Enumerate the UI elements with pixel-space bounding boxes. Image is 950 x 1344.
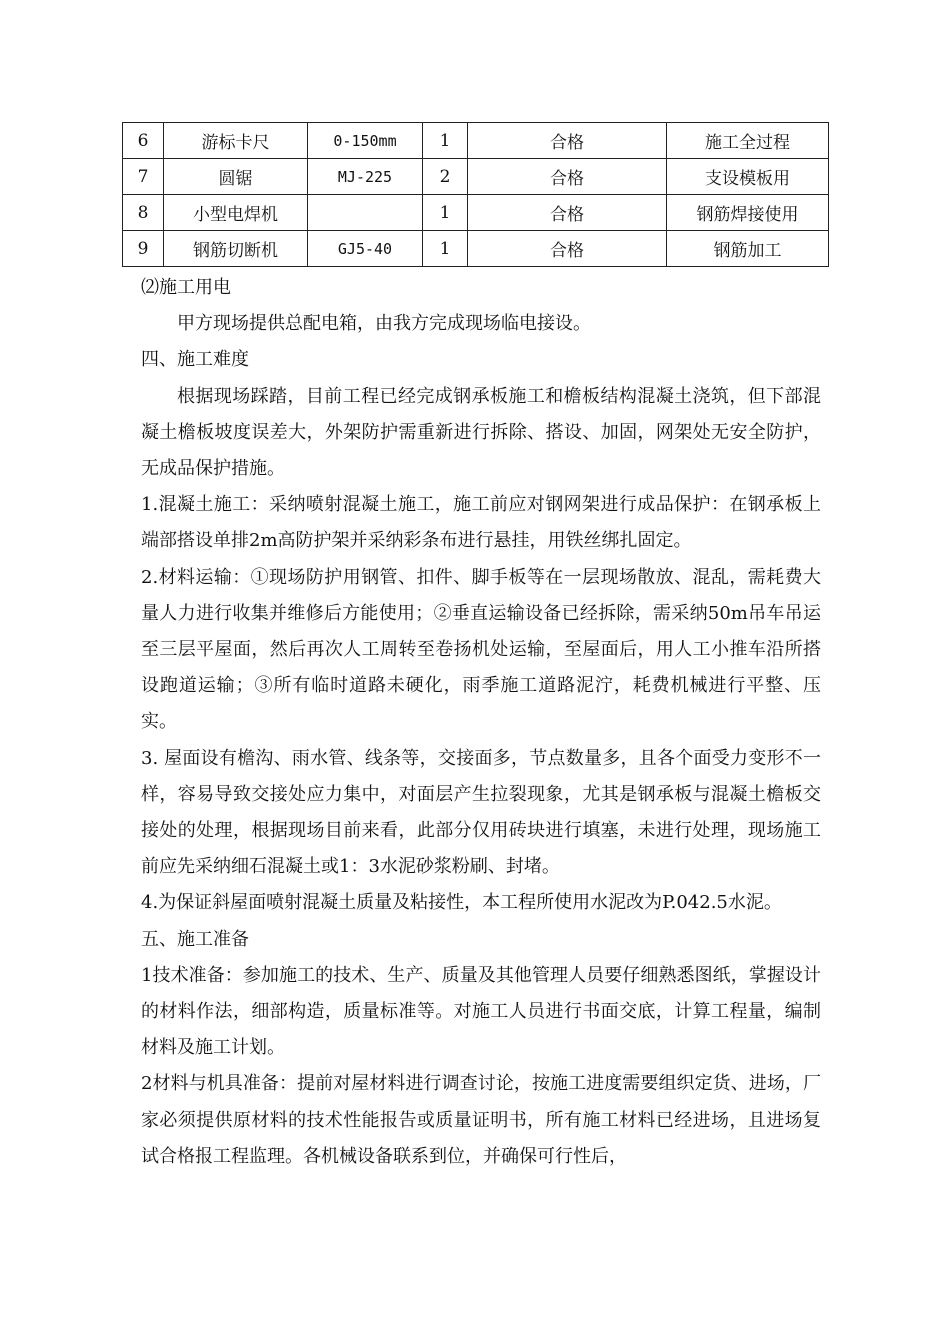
preparation-item-technical: 1技术准备：参加施工的技术、生产、质量及其他管理人员要仔细熟悉图纸，掌握设计的材料作法，细部构造，质量标准等。对施工人员进行书面交底，计算工程量，编制材料及施工计划。 [141,964,821,1059]
row-number-cell: 6 [123,123,164,159]
status-cell: 合格 [468,231,667,267]
table-row [123,195,829,231]
row-number-cell: 8 [123,195,164,231]
difficulty-item-roof-joints: 3. 屋面设有檐沟、雨水管、线条等，交接面多，节点数量多，且各个面受力变形不一样，容易导致交接处应力集中，对面层产生拉裂现象，尤其是钢承板与混凝土檐板交接处的处理，根据现场目前来看，此部分仅用砖块进行填塞，未进行处理，现场施工前应先采纳细石混凝土或1：3水泥砂浆粉刷、封堵。 [141,747,821,878]
table-row [123,123,829,159]
quantity-cell: 1 [423,195,468,231]
equipment-name-cell: 钢筋切断机 [164,231,308,267]
usage-cell: 支设模板用 [667,159,829,195]
equipment-table [122,122,829,267]
equipment-spec-cell [308,195,423,231]
equipment-name-cell: 小型电焊机 [164,195,308,231]
difficulty-item-cement: 4.为保证斜屋面喷射混凝土质量及粘接性，本工程所使用水泥改为P.042.5水泥。 [141,892,782,914]
usage-cell: 施工全过程 [667,123,829,159]
difficulty-intro-paragraph: 根据现场踩踏，目前工程已经完成钢承板施工和檐板结构混凝土浇筑，但下部混凝土檐板坡度误差大，外架防护需重新进行拆除、搭设、加固，网架处无安全防护，无成品保护措施。 [141,385,821,480]
row-number-cell: 9 [123,231,164,267]
equipment-name-cell: 圆锯 [164,159,308,195]
difficulty-item-concrete: 1.混凝土施工：采纳喷射混凝土施工，施工前应对钢网架进行成品保护：在钢承板上端部搭设单排2m高防护架并采纳彩条布进行悬挂，用铁丝绑扎固定。 [141,494,821,552]
status-cell: 合格 [468,123,667,159]
usage-cell: 钢筋加工 [667,231,829,267]
usage-cell: 钢筋焊接使用 [667,195,829,231]
equipment-spec-cell: MJ-225 [308,159,423,195]
difficulty-item-transport: 2.材料运输：①现场防护用钢管、扣件、脚手板等在一层现场散放、混乱，需耗费大量人力进行收集并维修后方能使用；②垂直运输设备已经拆除，需采纳50m吊车吊运至三层平屋面，然后再次人工周转至卷扬机处运输，至屋面后，用人工小推车沿所搭设跑道运输；③所有临时道路未硬化，雨季施工道路泥泞，耗费机械进行平整、压实。 [141,566,821,733]
quantity-cell: 1 [423,123,468,159]
table-row [123,231,829,267]
status-cell: 合格 [468,195,667,231]
document-body [141,270,821,1175]
equipment-spec-cell: GJ5-40 [308,231,423,267]
power-paragraph: 甲方现场提供总配电箱，由我方完成现场临电接设。 [177,313,591,335]
row-number-cell: 7 [123,159,164,195]
status-cell: 合格 [468,159,667,195]
table-row [123,159,829,195]
power-heading: ⑵施工用电 [141,277,231,298]
equipment-spec-cell: 0-150mm [308,123,423,159]
quantity-cell: 1 [423,231,468,267]
quantity-cell: 2 [423,159,468,195]
difficulty-heading: 四、施工难度 [141,349,249,371]
equipment-name-cell: 游标卡尺 [164,123,308,159]
preparation-item-materials: 2材料与机具准备：提前对屋材料进行调查讨论，按施工进度需要组织定货、进场，厂家必须提供原材料的技术性能报告或质量证明书，所有施工材料已经进场，且进场复试合格报工程监理。各机械设备联系到位，并确保可行性后， [141,1073,821,1167]
preparation-heading: 五、施工准备 [141,928,249,950]
